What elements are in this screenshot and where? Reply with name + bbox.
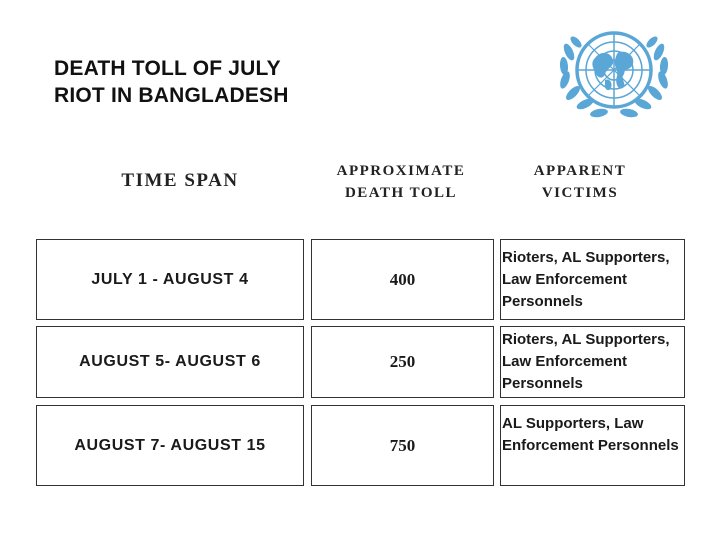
row-1-time-span: JULY 1 - AUGUST 4: [36, 239, 304, 320]
row-2-death-toll: 250: [311, 326, 494, 398]
page-title-line-1: DEATH TOLL OF JULY: [54, 57, 281, 80]
page-title-line-2: RIOT IN BANGLADESH: [54, 84, 289, 107]
page-title: [54, 55, 354, 109]
row-3-time-span: AUGUST 7- AUGUST 15: [36, 405, 304, 486]
row-2-victims-text: Rioters, AL Supporters, Law Enforcement Personnels: [502, 331, 670, 392]
row-1-death-toll: 400: [311, 239, 494, 320]
un-emblem-icon: [549, 18, 679, 126]
row-2-time-span: AUGUST 5- AUGUST 6: [36, 326, 304, 398]
row-3-victims: [500, 405, 685, 486]
row-1-victims: [500, 239, 685, 320]
header-death-toll-line-1: APPROXIMATE: [336, 163, 466, 179]
row-1-victims-text: Rioters, AL Supporters, Law Enforcement Personnels: [502, 249, 670, 310]
header-time-span: TIME SPAN: [121, 170, 239, 191]
header-victims-line-2: VICTIMS: [541, 185, 619, 201]
header-victims-line-1: APPARENT: [533, 163, 627, 179]
row-3-death-toll: 750: [311, 405, 494, 486]
row-3-victims-text: AL Supporters, Law Enforcement Personnels: [502, 415, 679, 454]
header-death-toll-line-2: DEATH TOLL: [344, 185, 458, 201]
row-2-victims: [500, 326, 685, 398]
header-death-toll: [311, 160, 491, 204]
header-victims: [500, 160, 660, 204]
